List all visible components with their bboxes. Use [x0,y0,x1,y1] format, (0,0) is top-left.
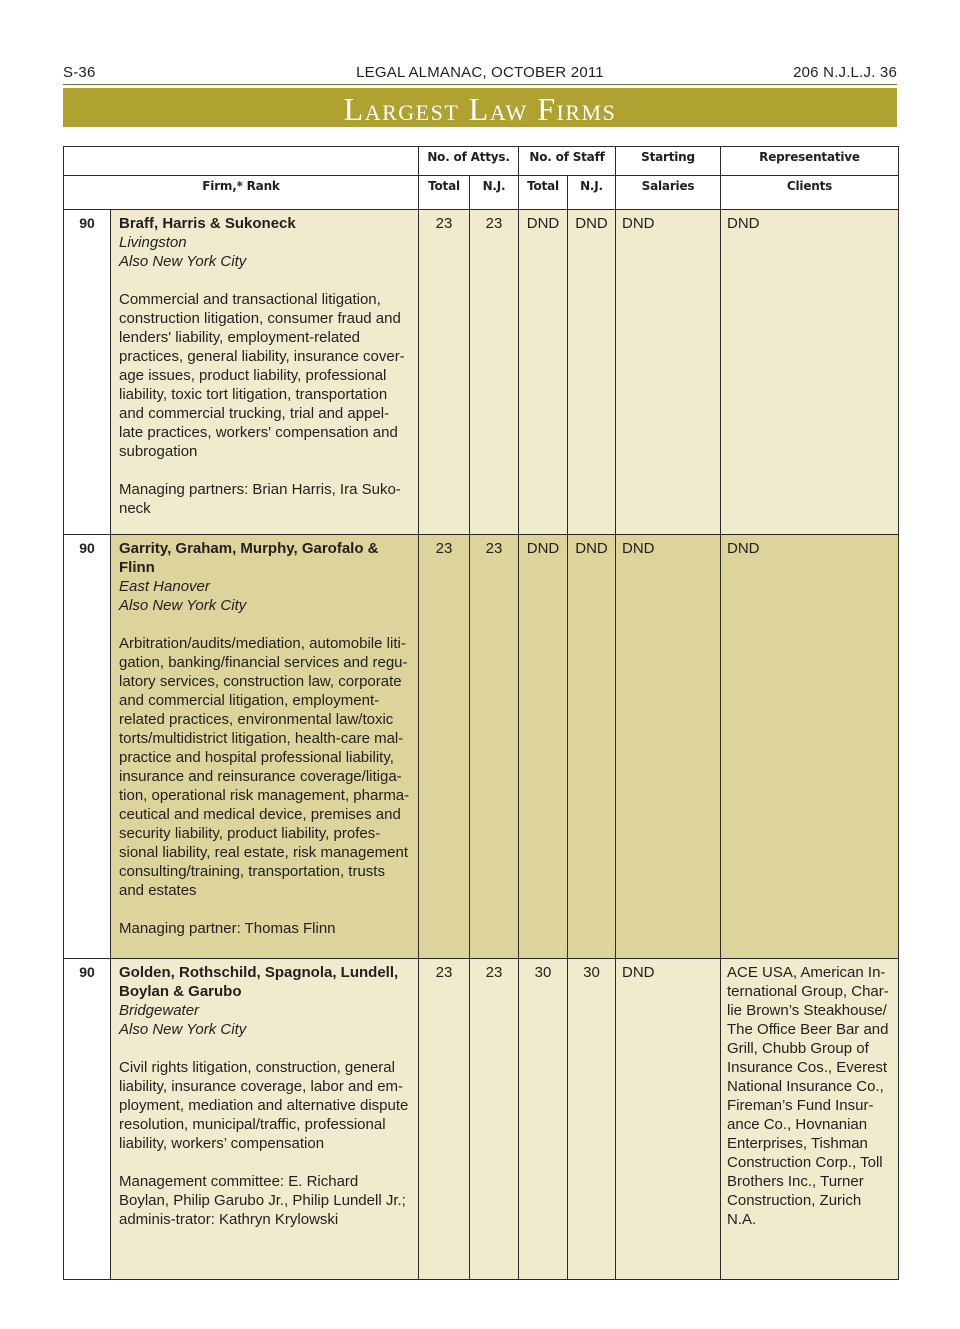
staff-nj-header: N.J. [568,176,616,210]
firm-city: Livingston [119,234,187,251]
salaries-header: Salaries [616,176,721,210]
staff-total-cell: DND [519,210,568,535]
page-number-left: S-36 [63,64,96,81]
table-header [64,147,899,210]
practice-areas: Commercial and transactional litigation, construction litigation, consumer fraud and lenders' liability, employment-related practices, general liability, insurance cover-age issues, product liability, professional liability, toxic tort litigation, transportation and commercial trucking, trial and appel-late practices, workers' compensation and subrogation [119,291,405,460]
managing-partners: Managing partner: Thomas Flinn [119,920,336,937]
firm-rank-header: Firm,* Rank [64,176,419,210]
rank-cell: 90 [64,210,111,535]
clients-header: Clients [721,176,899,210]
table-row [64,535,899,959]
clients-cell: DND [721,210,899,535]
table-row [64,210,899,535]
table-row [64,959,899,1280]
representative-header: Representative [721,147,899,176]
managing-partners: Management committee: E. Richard Boylan, Philip Garubo Jr., Philip Lundell Jr.; adminis-trator: Kathryn Krylowski [119,1173,406,1228]
section-banner: Largest Law Firms [63,88,897,127]
firm-cell [111,210,419,535]
attys-total-header: Total [419,176,470,210]
firm-cell [111,535,419,959]
staff-total-header: Total [519,176,568,210]
attys-nj-header: N.J. [470,176,519,210]
staff-group-header: No. of Staff [519,147,616,176]
firm-cell [111,959,419,1280]
staff-nj-cell: 30 [568,959,616,1280]
firm-other-offices: Also New York City [119,1021,247,1038]
firm-city: Bridgewater [119,1002,200,1019]
managing-partners: Managing partners: Brian Harris, Ira Suko-neck [119,481,401,517]
firm-rank-header-top [64,147,419,176]
table-body [64,210,899,1280]
citation-right: 206 N.J.L.J. 36 [793,64,897,81]
firm-other-offices: Also New York City [119,253,247,270]
clients-cell: DND [721,535,899,959]
staff-nj-cell: DND [568,210,616,535]
running-header [63,64,897,84]
salaries-cell: DND [616,959,721,1280]
staff-nj-cell: DND [568,535,616,959]
practice-areas: Civil rights litigation, construction, general liability, insurance coverage, labor and em-ployment, mediation and alternative dispute resolution, municipal/traffic, professional liability, workers’ compensation [119,1059,409,1152]
rank-cell: 90 [64,959,111,1280]
publication-title: LEGAL ALMANAC, OCTOBER 2011 [356,64,604,81]
firm-other-offices: Also New York City [119,597,247,614]
header-rule [63,84,897,85]
attys-total-cell: 23 [419,959,470,1280]
firm-name: Garrity, Graham, Murphy, Garofalo & Flinn [119,540,379,576]
staff-total-cell: DND [519,535,568,959]
attys-nj-cell: 23 [470,210,519,535]
firm-city: East Hanover [119,578,210,595]
law-firms-table [63,146,899,1280]
rank-cell: 90 [64,535,111,959]
salaries-cell: DND [616,210,721,535]
attys-nj-cell: 23 [470,959,519,1280]
firm-name: Braff, Harris & Sukoneck [119,215,296,232]
attys-total-cell: 23 [419,210,470,535]
firm-name: Golden, Rothschild, Spagnola, Lundell, Boylan & Garubo [119,964,399,1000]
attys-total-cell: 23 [419,535,470,959]
practice-areas: Arbitration/audits/mediation, automobile liti-gation, banking/financial services and regu-latory services, construction law, corporate and commercial litigation, employment-related practices, environmental law/toxic torts/multidistrict litigation, health-care mal-practice and hospital professional liability, insurance and reinsurance coverage/litiga-tion, operational risk management, pharma-ceutical and medical device, premises and security liability, product liability, profes-sional liability, real estate, risk management consulting/training, transportation, trusts and estates [119,635,410,899]
attys-nj-cell: 23 [470,535,519,959]
clients-cell: ACE USA, American In-ternational Group, Char-lie Brown’s Steakhouse/ The Office Beer Bar and Grill, Chubb Group of Insurance Cos., Everest National Insurance Co., Fireman’s Fund Insur-ance Co., Hovnanian Enterprises, Tishman Construction Corp., Toll Brothers Inc., Turner Construction, Zurich N.A. [721,959,899,1280]
staff-total-cell: 30 [519,959,568,1280]
attys-group-header: No. of Attys. [419,147,519,176]
starting-header: Starting [616,147,721,176]
salaries-cell: DND [616,535,721,959]
